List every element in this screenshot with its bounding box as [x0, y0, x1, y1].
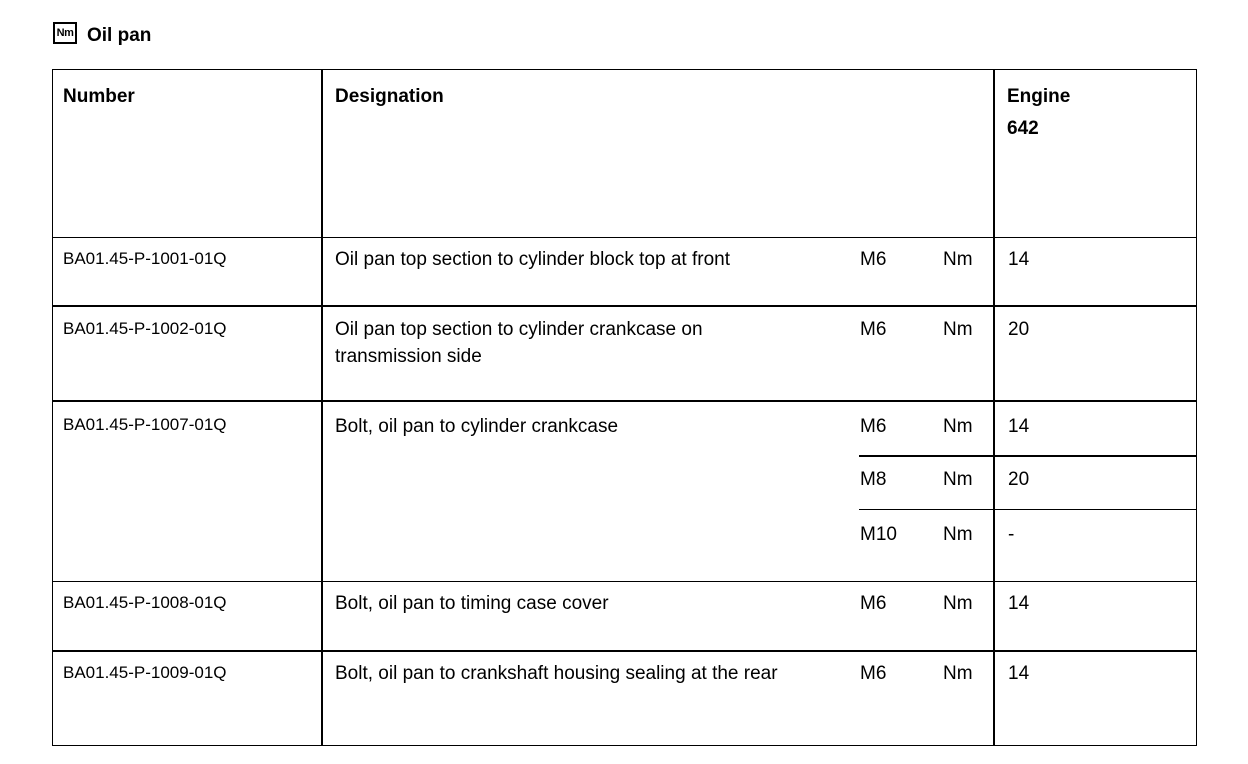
row-number: BA01.45-P-1001-01Q	[63, 249, 227, 268]
torque-table	[52, 69, 1197, 746]
row-designation: Bolt, oil pan to crankshaft housing sealing at the rear	[335, 663, 778, 684]
column-divider	[321, 70, 323, 745]
row-divider	[53, 581, 1196, 582]
row-unit: Nm	[943, 593, 973, 614]
row-value: 14	[1008, 416, 1030, 437]
row-unit: Nm	[943, 524, 973, 545]
row-number: BA01.45-P-1002-01Q	[63, 319, 227, 338]
row-value: 20	[1008, 469, 1030, 490]
page-header	[53, 22, 151, 50]
row-value: 14	[1008, 593, 1030, 614]
row-unit: Nm	[943, 319, 973, 340]
row-divider	[53, 650, 1196, 652]
torque-nm-icon: Nm	[53, 22, 77, 44]
subrow-divider	[859, 455, 1196, 457]
row-divider	[53, 237, 1196, 238]
header-designation: Designation	[335, 86, 444, 107]
row-designation: Oil pan top section to cylinder crankcase on transmission side	[335, 319, 703, 367]
row-number: BA01.45-P-1009-01Q	[63, 663, 227, 682]
row-divider	[53, 400, 1196, 402]
row-value: 14	[1008, 663, 1030, 684]
subrow-divider	[859, 509, 1196, 510]
row-thread: M8	[860, 469, 887, 490]
row-thread: M6	[860, 249, 887, 270]
row-thread: M6	[860, 663, 887, 684]
row-thread: M6	[860, 319, 887, 340]
row-designation: Oil pan top section to cylinder block top at front	[335, 249, 730, 270]
page-title: Oil pan	[87, 25, 152, 46]
row-number: BA01.45-P-1007-01Q	[63, 415, 227, 434]
row-unit: Nm	[943, 416, 973, 437]
header-number: Number	[63, 86, 135, 107]
row-value: -	[1008, 524, 1015, 545]
row-thread: M6	[860, 416, 887, 437]
row-divider	[53, 305, 1196, 307]
header-engine: Engine	[1007, 86, 1071, 107]
row-thread: M10	[860, 524, 897, 545]
header-engine-model: 642	[1007, 118, 1039, 139]
row-value: 14	[1008, 249, 1030, 270]
row-number: BA01.45-P-1008-01Q	[63, 593, 227, 612]
row-designation: Bolt, oil pan to cylinder crankcase	[335, 416, 619, 437]
row-unit: Nm	[943, 469, 973, 490]
column-divider	[993, 70, 995, 745]
row-value: 20	[1008, 319, 1030, 340]
row-thread: M6	[860, 593, 887, 614]
row-unit: Nm	[943, 249, 973, 270]
row-unit: Nm	[943, 663, 973, 684]
row-designation: Bolt, oil pan to timing case cover	[335, 593, 609, 614]
